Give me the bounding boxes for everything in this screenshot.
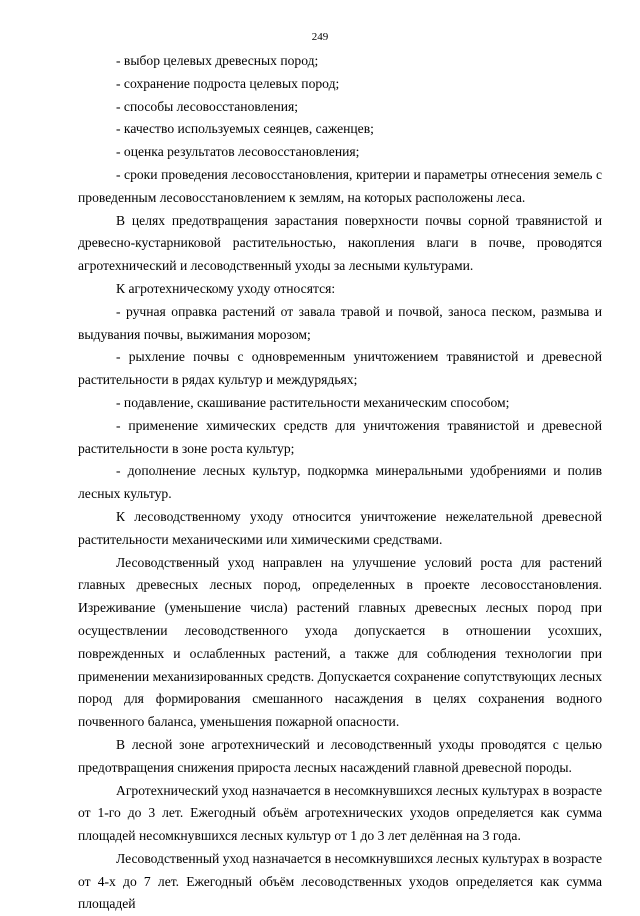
paragraph: - ручная оправка растений от завала травой и почвой, заноса песком, размыва и выдувания почвы, выжимания морозом;	[78, 303, 602, 342]
paragraph: Лесоводственный уход назначается в несомкнувшихся лесных культурах в возрасте от 4-х до 7 лет. Ежегодный объём лесоводственных уходов определяется как сумма площадей	[78, 850, 602, 912]
paragraph: Лесоводственный уход направлен на улучшение условий роста для растений главных древесных лесных пород, определенных в проекте лесовосстановления. Изреживание (уменьшение числа) растений главных древесных лесных пород при осуществлении лесоводственного ухода допускается в отношении усохших, поврежденных и ослабленных растений, а также для соблюдения технологии при применении механизированных средств. Допускается сохранение сопутствующих лесных пород для формирования смешанного насаждения в целях сохранения водного почвенного баланса, уменьшения пожарной опасности.	[78, 554, 602, 730]
paragraph: - качество используемых сеянцев, саженцев;	[116, 121, 374, 137]
paragraph: В лесной зоне агротехнический и лесоводственный уходы проводятся с целью предотвращения снижения прироста лесных насаждений главной древесной породы.	[78, 736, 602, 775]
paragraph: - применение химических средств для уничтожения травянистой и древесной растительности в зоне роста культур;	[78, 417, 602, 456]
paragraph: - сроки проведения лесовосстановления, критерии и параметры отнесения земель с проведенным лесовосстановлением к землям, на которых расположены леса.	[78, 166, 602, 205]
paragraph: - способы лесовосстановления;	[116, 98, 299, 114]
paragraph: - оценка результатов лесовосстановления;	[116, 144, 360, 160]
paragraph: - сохранение подроста целевых пород;	[116, 75, 340, 91]
page-number: 249	[311, 31, 329, 43]
paragraph: - дополнение лесных культур, подкормка минеральными удобрениями и полив лесных культур.	[78, 463, 602, 502]
paragraph: - рыхление почвы с одновременным уничтожением травянистой и древесной растительности в рядах культур и междурядьях;	[78, 349, 602, 388]
paragraph: - подавление, скашивание растительности механическим способом;	[116, 394, 510, 410]
paragraph: К агротехническому уходу относятся:	[116, 280, 336, 296]
paragraph: Агротехнический уход назначается в несомкнувшихся лесных культурах в возрасте от 1-го до 3 лет. Ежегодный объём агротехнических уходов определяется как сумма площадей несомкнувшихся лесных культур от 1 до 3 лет делённая на 3 года.	[78, 782, 602, 844]
paragraph: - выбор целевых древесных пород;	[116, 53, 319, 68]
paragraph: В целях предотвращения зарастания поверхности почвы сорной травянистой и древесно-кустарниковой растительностью, накопления влаги в почве, проводятся агротехнический и лесоводственный уходы за лесными культурами.	[78, 212, 602, 274]
document-body	[78, 50, 602, 916]
paragraph: К лесоводственному уходу относится уничтожение нежелательной древесной растительности механическими или химическими средствами.	[78, 508, 602, 547]
